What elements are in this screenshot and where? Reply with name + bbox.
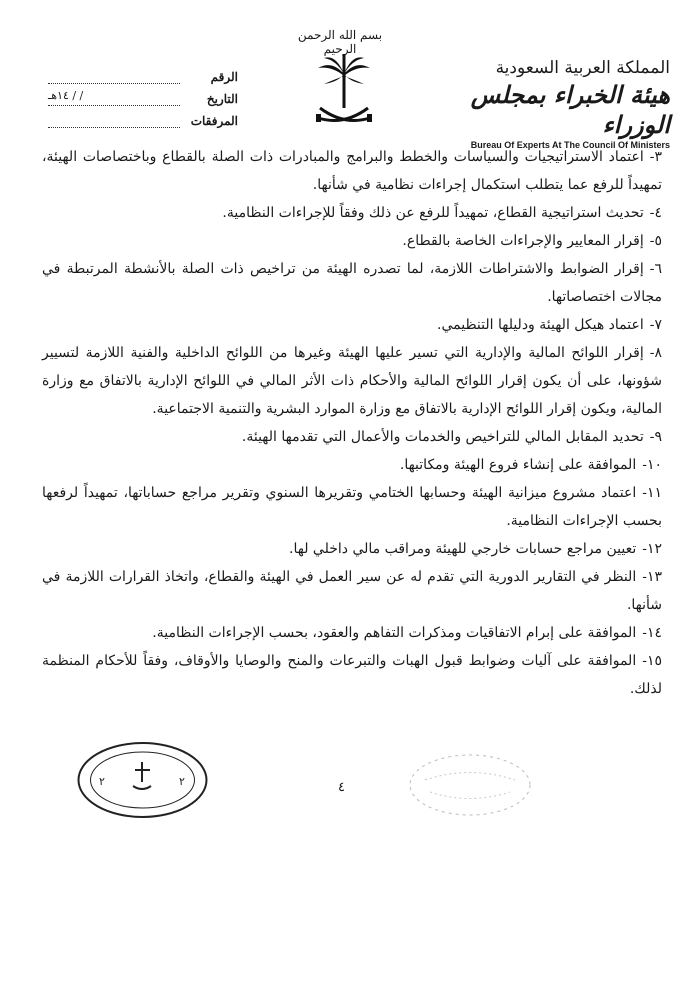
basmala: بسم الله الرحمن الرحيم	[297, 28, 383, 56]
official-seal-icon	[75, 740, 210, 820]
list-item: ٥-إقرار المعايير والإجراءات الخاصة بالقطاع.	[402, 233, 662, 249]
faded-stamp-icon	[405, 750, 535, 820]
list-item: ١٤-الموافقة على إبرام الاتفاقيات ومذكرات التفاهم والعقود، بحسب الإجراءات النظامية.	[152, 625, 662, 641]
list-item: ١٢-تعيين مراجع حسابات خارجي للهيئة ومراقب مالي داخلي لها.	[289, 541, 662, 557]
svg-text:٢: ٢	[99, 775, 105, 788]
list-item: ٣-اعتماد الاستراتيجيات والسياسات والخطط والبرامج والمبادرات ذات الصلة بالقطاع وباختصاصات الهيئة، تمهيداً للرفع عما يتطلب استكمال إجراءات نظامية في شأنها.	[42, 149, 662, 193]
list-item: ١٣-النظر في التقارير الدورية التي تقدم له عن سير العمل في الهيئة والقطاع، واتخاذ القرارات اللازمة في شأنها.	[42, 569, 662, 613]
field-date: التاريخ / / ١٤هـ	[48, 89, 238, 106]
list-item: ١٥-الموافقة على آليات وضوابط قبول الهبات والتبرعات والمنح والوصايا والأوقاف، وفقاً للأحكام المنظمة لذلك.	[42, 653, 662, 697]
list-item: ١٠-الموافقة على إنشاء فروع الهيئة ومكاتبها.	[399, 457, 662, 473]
bureau-name-arabic: هيئة الخبراء بمجلس الوزراء	[470, 80, 670, 139]
list-item: ١١-اعتماد مشروع ميزانية الهيئة وحسابها الختامي وتقريرها السنوي وتقرير مراجع حساباتها، تمهيداً لرفعها بحسب الإجراءات النظامية.	[42, 485, 662, 529]
field-number: الرقم	[48, 62, 238, 84]
letterhead	[0, 0, 700, 150]
list-item: ٨-إقرار اللوائح المالية والإدارية التي تسير عليها الهيئة وغيرها من اللوائح الداخلية والفنية اللازمة لتسيير شؤونها، على أن يكون إقرار اللوائح المالية والأحكام ذات الأثر المالي في اللوائح الإدارية بالاتفاق مع وزارة المالية، ويكون إقرار اللوائح الإدارية بالاتفاق مع وزارة الموارد البشرية والتنمية الاجتماعية.	[42, 345, 662, 417]
document-body	[42, 143, 662, 703]
bureau-name-english: Bureau Of Experts At The Council Of Ministers	[470, 140, 670, 150]
reference-fields	[48, 62, 238, 128]
field-attachments: المرفقات	[48, 106, 238, 128]
page-footer	[0, 730, 700, 850]
list-item: ٧-اعتماد هيكل الهيئة ودليلها التنظيمي.	[437, 317, 662, 333]
page-number: ٤	[338, 780, 345, 795]
saudi-emblem-icon	[314, 52, 374, 132]
list-item: ٩-تحديد المقابل المالي للتراخيص والخدمات والأعمال التي تقدمها الهيئة.	[241, 429, 662, 445]
kingdom-name: المملكة العربية السعودية	[495, 58, 670, 78]
list-item: ٤-تحديث استراتيجية القطاع، تمهيداً للرفع عن ذلك وفقاً للإجراءات النظامية.	[222, 205, 662, 221]
list-item: ٦-إقرار الضوابط والاشتراطات اللازمة، لما تصدره الهيئة من تراخيص ذات الصلة بالأنشطة المرتبطة في مجالات اختصاصاتها.	[42, 261, 662, 305]
svg-text:٢: ٢	[179, 775, 185, 788]
organization-name	[450, 58, 670, 150]
